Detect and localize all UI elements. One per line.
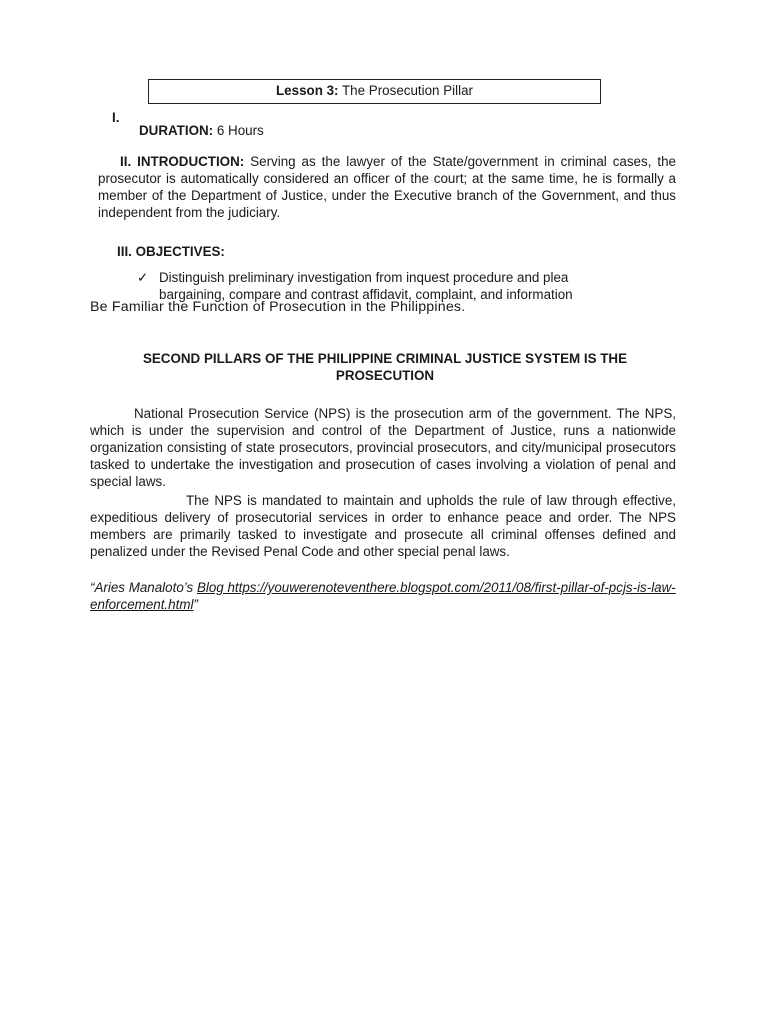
citation-link[interactable]: Blog https://youwerenoteventhere.blogspot.com/2011/08/first-pillar-of-pcjs-is-law-enforcement.html — [90, 580, 676, 612]
duration-label: DURATION: — [139, 123, 214, 138]
duration-value: 6 Hours — [213, 123, 264, 138]
objective-extra-line: Be Familiar the Function of Prosecution in the Philippines. — [90, 299, 466, 315]
lesson-title-box — [148, 79, 601, 104]
objective-text: Distinguish preliminary investigation from inquest procedure and plea bargaining, compare and contrast affidavit, complaint, and information — [159, 270, 573, 302]
citation — [90, 579, 678, 613]
objective-item — [137, 269, 637, 303]
checkmark-icon: ✓ — [137, 270, 149, 285]
section-heading: SECOND PILLARS OF THE PHILIPPINE CRIMINAL JUSTICE SYSTEM IS THE PROSECUTION — [142, 351, 628, 383]
lesson-number: Lesson 3: — [276, 83, 339, 98]
citation-prefix: “Aries Manaloto’s — [90, 580, 197, 595]
introduction-text: Serving as the lawyer of the State/government in criminal cases, the prosecutor is automatically considered an officer of the court; at the same time, he is formally a member of the Department of Justice, under the Executive branch of the Government, and thus independent from the judiciary. — [98, 154, 676, 220]
duration-line — [139, 122, 264, 139]
introduction-paragraph — [98, 153, 676, 221]
body-paragraph-2: The NPS is mandated to maintain and upholds the rule of law through effective, expeditious delivery of prosecutorial services in order to enhance peace and order. The NPS members are primarily tasked to investigate and prosecute all criminal offenses defined and penalized under the Revised Penal Code and other special penal laws. — [90, 493, 676, 559]
citation-suffix: ” — [193, 597, 198, 612]
objectives-heading: III. OBJECTIVES: — [117, 244, 225, 259]
introduction-label: II. INTRODUCTION: — [120, 154, 245, 169]
section-i-number: I. — [112, 110, 120, 125]
lesson-title: The Prosecution Pillar — [338, 83, 473, 98]
body-paragraph-1: National Prosecution Service (NPS) is the prosecution arm of the government. The NPS, which is under the supervision and control of the Department of Justice, runs a nationwide organization consisting of state prosecutors, provincial prosecutors, and city/municipal prosecutors tasked to undertake the investigation and prosecution of cases involving a violation of penal and special laws. — [90, 406, 676, 489]
